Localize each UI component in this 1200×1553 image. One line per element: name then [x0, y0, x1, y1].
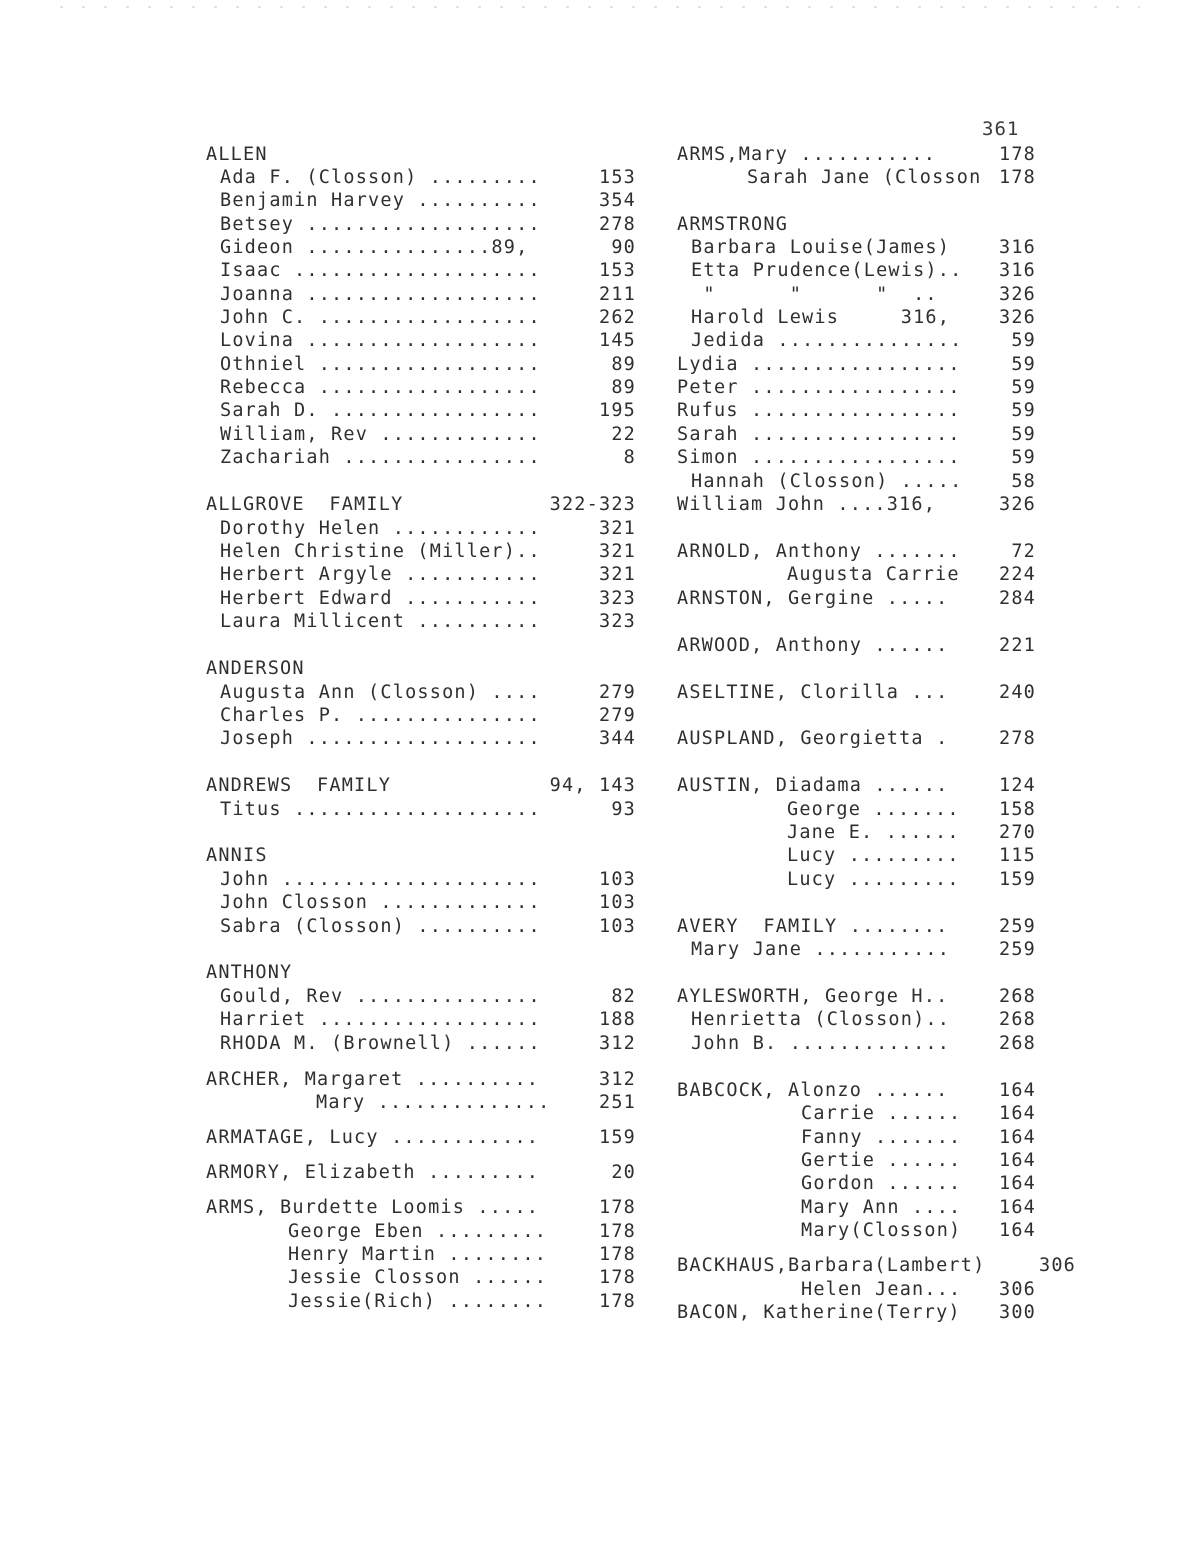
entry-name: Mary Ann .... — [801, 1197, 962, 1218]
entry-name: Betsey ................... — [220, 214, 541, 235]
index-entry — [220, 540, 636, 563]
page-reference: 93 — [611, 799, 636, 820]
page-reference: 344 — [598, 728, 636, 749]
page-reference: 306 — [1038, 1255, 1076, 1276]
index-entry — [691, 306, 1036, 329]
entry-name: Augusta Ann (Closson) .... — [220, 682, 541, 703]
index-entry — [691, 470, 1036, 493]
page-reference: 268 — [998, 1009, 1036, 1030]
page-reference: 164 — [998, 1150, 1036, 1171]
entry-name: William, Rev ............. — [220, 424, 541, 445]
entry-name: ARMORY, Elizabeth ......... — [206, 1162, 540, 1183]
entry-name: John ..................... — [220, 869, 541, 890]
entry-name: Titus .................... — [220, 799, 541, 820]
page-reference: 20 — [611, 1162, 636, 1183]
page-reference: 188 — [598, 1009, 636, 1030]
entry-name: Joanna ................... — [220, 284, 541, 305]
index-entry — [220, 915, 636, 938]
index-entry — [801, 1278, 1036, 1301]
entry-name: Harriet .................. — [220, 1009, 541, 1030]
index-entry — [677, 727, 1036, 750]
entry-name: ARMS,Mary ........... — [677, 144, 937, 165]
page-reference: 82 — [611, 986, 636, 1007]
page-reference: 178 — [598, 1291, 636, 1312]
page-reference: 159 — [598, 1127, 636, 1148]
index-entry — [691, 329, 1036, 352]
entry-name: Henrietta (Closson).. — [691, 1009, 951, 1030]
entry-name: John C. .................. — [220, 307, 541, 328]
entry-name: Jane E. ...... — [787, 822, 960, 843]
index-entry — [801, 1102, 1036, 1125]
entry-name: Sarah Jane (Closson — [747, 167, 982, 188]
page-reference: 211 — [598, 284, 636, 305]
page-reference: 178 — [598, 1221, 636, 1242]
page-reference: 306 — [998, 1279, 1036, 1300]
index-entry — [220, 189, 636, 212]
index-entry — [677, 1301, 1036, 1324]
page-reference: 178 — [598, 1197, 636, 1218]
page-reference: 159 — [998, 869, 1036, 890]
page-reference: 259 — [998, 916, 1036, 937]
index-entry — [220, 423, 636, 446]
index-entry — [220, 517, 636, 540]
entry-name: Rufus ................. — [677, 400, 961, 421]
page-reference: 316 — [998, 260, 1036, 281]
page-reference: 103 — [598, 892, 636, 913]
index-entry — [316, 1091, 636, 1114]
entry-name: AUSPLAND, Georgietta . — [677, 728, 949, 749]
index-entry — [677, 1079, 1036, 1102]
entry-name: Gordon ...... — [801, 1173, 962, 1194]
index-entry — [691, 938, 1036, 961]
page-reference: 94, 143 — [549, 775, 636, 796]
entry-name: ASELTINE, Clorilla ... — [677, 682, 949, 703]
page-reference: 278 — [998, 728, 1036, 749]
scan-artifact — [60, 6, 1140, 8]
page-reference: 89 — [611, 377, 636, 398]
index-entry — [206, 1068, 636, 1091]
entry-name: Fanny ....... — [801, 1127, 962, 1148]
page-reference: 103 — [598, 916, 636, 937]
entry-name: Augusta Carrie — [787, 564, 960, 585]
page-reference: 145 — [598, 330, 636, 351]
index-heading — [206, 657, 636, 680]
index-heading — [677, 213, 1036, 236]
page-reference: 279 — [598, 705, 636, 726]
page-reference: 284 — [998, 588, 1036, 609]
entry-name: George Eben ......... — [288, 1221, 548, 1242]
entry-name: John Closson ............. — [220, 892, 541, 913]
index-entry — [220, 727, 636, 750]
page-reference: 89 — [611, 354, 636, 375]
entry-name: Sarah ................. — [677, 424, 961, 445]
page-reference: 321 — [598, 518, 636, 539]
entry-name: Rebecca .................. — [220, 377, 541, 398]
page-reference: 115 — [998, 845, 1036, 866]
page-reference: 90 — [611, 237, 636, 258]
page-reference: 59 — [1011, 400, 1036, 421]
entry-name: Gertie ...... — [801, 1150, 962, 1171]
index-entry — [206, 1196, 636, 1219]
entry-name: ARCHER, Margaret .......... — [206, 1069, 540, 1090]
entry-name: Jessie(Rich) ........ — [288, 1291, 548, 1312]
page-reference: 164 — [998, 1173, 1036, 1194]
index-entry — [801, 1219, 1036, 1242]
index-heading — [206, 143, 636, 166]
page-reference: 59 — [1011, 424, 1036, 445]
entry-name: Laura Millicent .......... — [220, 611, 541, 632]
index-entry — [747, 166, 1036, 189]
entry-name: ALLGROVE FAMILY — [206, 494, 404, 515]
index-heading — [206, 844, 636, 867]
entry-name: John B. ............. — [691, 1033, 951, 1054]
entry-name: Isaac .................... — [220, 260, 541, 281]
index-entry — [801, 1149, 1036, 1172]
entry-name: Henry Martin ........ — [288, 1244, 548, 1265]
index-entry — [677, 540, 1036, 563]
entry-name: Joseph ................... — [220, 728, 541, 749]
page-reference: 72 — [1011, 541, 1036, 562]
page-reference: 195 — [598, 400, 636, 421]
index-entry — [787, 868, 1036, 891]
page-reference: 59 — [1011, 354, 1036, 375]
page-reference: 259 — [998, 939, 1036, 960]
index-entry — [220, 1008, 636, 1031]
index-entry — [677, 376, 1036, 399]
index-entry — [677, 446, 1036, 469]
page-reference: 278 — [598, 214, 636, 235]
index-entry — [677, 399, 1036, 422]
index-entry — [691, 259, 1036, 282]
entry-name: Ada F. (Closson) ......... — [220, 167, 541, 188]
index-entry — [220, 563, 636, 586]
index-entry — [220, 985, 636, 1008]
entry-name: ANNIS — [206, 845, 268, 866]
index-entry — [801, 1196, 1036, 1219]
entry-name: Herbert Argyle ........... — [220, 564, 541, 585]
index-heading — [206, 774, 636, 797]
entry-name: Gould, Rev ............... — [220, 986, 541, 1007]
entry-name: RHODA M. (Brownell) ...... — [220, 1033, 541, 1054]
index-entry — [220, 353, 636, 376]
page-reference: 221 — [998, 635, 1036, 656]
page-reference: 59 — [1011, 447, 1036, 468]
index-entry — [677, 1254, 1076, 1277]
entry-name: ARNSTON, Gergine ..... — [677, 588, 949, 609]
page-reference: 58 — [1011, 471, 1036, 492]
page-number: 361 — [982, 118, 1020, 140]
index-entry — [677, 681, 1036, 704]
entry-name: Zachariah ................ — [220, 447, 541, 468]
page-reference: 178 — [998, 167, 1036, 188]
page-reference: 270 — [998, 822, 1036, 843]
page-reference: 59 — [1011, 330, 1036, 351]
page-reference: 224 — [998, 564, 1036, 585]
entry-name: Helen Jean... — [801, 1279, 962, 1300]
page-reference: 178 — [998, 144, 1036, 165]
index-entry — [220, 166, 636, 189]
index-entry — [801, 1172, 1036, 1195]
index-entry — [220, 259, 636, 282]
entry-name: Benjamin Harvey .......... — [220, 190, 541, 211]
entry-name: ARNOLD, Anthony ....... — [677, 541, 961, 562]
index-entry — [787, 821, 1036, 844]
entry-name: George ....... — [787, 799, 960, 820]
page-reference: 59 — [1011, 377, 1036, 398]
page-reference: 8 — [623, 447, 636, 468]
index-entry — [220, 610, 636, 633]
page-reference: 22 — [611, 424, 636, 445]
index-entry — [288, 1243, 636, 1266]
page-reference: 312 — [598, 1033, 636, 1054]
entry-name: Etta Prudence(Lewis).. — [691, 260, 963, 281]
page-reference: 164 — [998, 1080, 1036, 1101]
index-entry — [677, 493, 1036, 516]
entry-name: ARMSTRONG — [677, 214, 789, 235]
index-entry — [677, 985, 1036, 1008]
index-entry — [677, 587, 1036, 610]
index-entry — [677, 915, 1036, 938]
entry-name: ANDERSON — [206, 658, 305, 679]
page-reference: 158 — [998, 799, 1036, 820]
page-reference: 262 — [598, 307, 636, 328]
entry-name: Helen Christine (Miller).. — [220, 541, 541, 562]
index-entry — [220, 283, 636, 306]
entry-name: ARMATAGE, Lucy ............ — [206, 1127, 540, 1148]
page-reference: 103 — [598, 869, 636, 890]
index-entry — [288, 1290, 636, 1313]
index-entry — [787, 798, 1036, 821]
entry-name: Mary(Closson) — [801, 1220, 962, 1241]
entry-name: William John ....316, — [677, 494, 937, 515]
entry-name: ARMS, Burdette Loomis ..... — [206, 1197, 540, 1218]
index-entry — [206, 1161, 636, 1184]
entry-name: Carrie ...... — [801, 1103, 962, 1124]
index-heading — [206, 961, 636, 984]
page-reference: 321 — [598, 564, 636, 585]
entry-name: Othniel .................. — [220, 354, 541, 375]
entry-name: " " " .. — [691, 284, 938, 305]
page-reference: 321 — [598, 541, 636, 562]
index-entry — [220, 704, 636, 727]
index-entry — [220, 868, 636, 891]
entry-name: Mary .............. — [316, 1092, 551, 1113]
page-reference: 251 — [598, 1092, 636, 1113]
index-entry — [288, 1220, 636, 1243]
entry-name: AVERY FAMILY ........ — [677, 916, 949, 937]
index-entry — [220, 213, 636, 236]
index-entry — [677, 143, 1036, 166]
entry-name: Harold Lewis 316, — [691, 307, 951, 328]
entry-name: Sarah D. ................. — [220, 400, 541, 421]
page-reference: 322-323 — [549, 494, 636, 515]
entry-name: BACKHAUS,Barbara(Lambert) — [677, 1255, 986, 1276]
index-entry — [220, 329, 636, 352]
index-entry — [677, 423, 1036, 446]
index-entry — [220, 1032, 636, 1055]
entry-name: Charles P. ............... — [220, 705, 541, 726]
entry-name: Barbara Louise(James) — [691, 237, 951, 258]
page-reference: 153 — [598, 260, 636, 281]
index-entry — [220, 587, 636, 610]
index-entry — [691, 1032, 1036, 1055]
index-entry — [691, 1008, 1036, 1031]
index-entry — [220, 891, 636, 914]
page-reference: 300 — [998, 1302, 1036, 1323]
entry-name: Lucy ......... — [787, 845, 960, 866]
entry-name: ARWOOD, Anthony ...... — [677, 635, 949, 656]
page-reference: 312 — [598, 1069, 636, 1090]
page-reference: 124 — [998, 775, 1036, 796]
entry-name: Jessie Closson ...... — [288, 1267, 548, 1288]
entry-name: Lovina ................... — [220, 330, 541, 351]
index-entry — [677, 774, 1036, 797]
index-entry — [206, 1126, 636, 1149]
page-reference: 316 — [998, 237, 1036, 258]
entry-name: AYLESWORTH, George H.. — [677, 986, 949, 1007]
page-reference: 268 — [998, 986, 1036, 1007]
index-entry — [220, 446, 636, 469]
index-entry — [288, 1266, 636, 1289]
entry-name: Jedida ............... — [691, 330, 963, 351]
entry-name: Dorothy Helen ............ — [220, 518, 541, 539]
page-reference: 178 — [598, 1244, 636, 1265]
entry-name: BABCOCK, Alonzo ...... — [677, 1080, 949, 1101]
index-entry — [787, 844, 1036, 867]
entry-name: Peter ................. — [677, 377, 961, 398]
entry-name: ANTHONY — [206, 962, 293, 983]
page-reference: 323 — [598, 588, 636, 609]
page-reference: 153 — [598, 167, 636, 188]
entry-name: Gideon ...............89, — [220, 237, 529, 258]
entry-name: Lydia ................. — [677, 354, 961, 375]
entry-name: Herbert Edward ........... — [220, 588, 541, 609]
index-entry — [677, 634, 1036, 657]
entry-name: BACON, Katherine(Terry) — [677, 1302, 961, 1323]
page-reference: 164 — [998, 1220, 1036, 1241]
index-entry — [801, 1126, 1036, 1149]
entry-name: Sabra (Closson) .......... — [220, 916, 541, 937]
page-reference: 268 — [998, 1033, 1036, 1054]
index-heading — [206, 493, 636, 516]
entry-name: Mary Jane ........... — [691, 939, 951, 960]
index-entry — [220, 306, 636, 329]
entry-name: ANDREWS FAMILY — [206, 775, 392, 796]
entry-name: Lucy ......... — [787, 869, 960, 890]
page-reference: 323 — [598, 611, 636, 632]
page-reference: 279 — [598, 682, 636, 703]
page-reference: 178 — [598, 1267, 636, 1288]
index-entry — [691, 236, 1036, 259]
entry-name: ALLEN — [206, 144, 268, 165]
entry-name: Simon ................. — [677, 447, 961, 468]
page-reference: 240 — [998, 682, 1036, 703]
entry-name: AUSTIN, Diadama ...... — [677, 775, 949, 796]
index-entry — [220, 798, 636, 821]
index-entry — [220, 681, 636, 704]
page-reference: 164 — [998, 1197, 1036, 1218]
page-reference: 354 — [598, 190, 636, 211]
index-entry — [677, 353, 1036, 376]
index-entry — [691, 283, 1036, 306]
index-entry — [220, 376, 636, 399]
page-reference: 164 — [998, 1103, 1036, 1124]
index-entry — [220, 236, 636, 259]
entry-name: Hannah (Closson) ..... — [691, 471, 963, 492]
index-entry — [220, 399, 636, 422]
page-reference: 326 — [998, 307, 1036, 328]
page-reference: 164 — [998, 1127, 1036, 1148]
page-reference: 326 — [998, 284, 1036, 305]
index-entry — [787, 563, 1036, 586]
page-reference: 326 — [998, 494, 1036, 515]
